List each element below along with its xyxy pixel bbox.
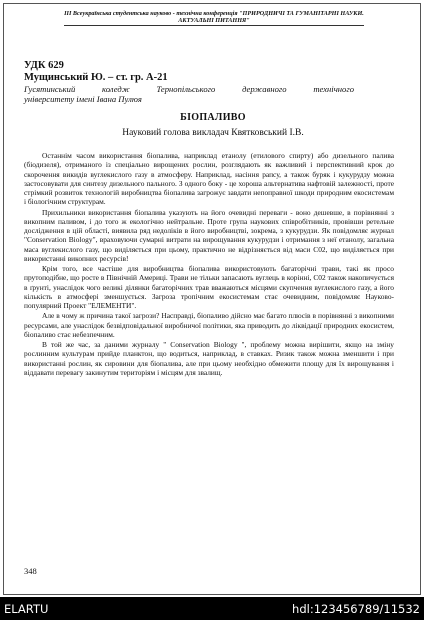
udk-code: УДК 629 [24, 60, 64, 71]
repository-footer [0, 597, 424, 620]
handle-identifier[interactable]: hdl:123456789/11532 [292, 601, 420, 616]
affiliation [24, 84, 354, 104]
body-paragraph: Прихильники використання біопалива указують на його очевидні переваги - воно дешевше, в порівнянні з викопним паливом, і до того ж екологічно нейтральне. Проте група наукових співробітників, провівши ретельне дослідження в цій області, виявила ряд недоліків в його виробництві, зокрема, з кукурудзи. Як повідомляє журнал "Conservation Biology", враховуючи сумарні витрати на вирощування кукурудзи і отримання з неї етанолу, загальна маса вуглекислого газу, що виділяється при цьому, практично не відрізняється від маси С02, що виділяється при використанні викопних ресурсів! [24, 207, 394, 264]
article-title: БІОПАЛИВО [180, 112, 246, 123]
body-paragraph: Останнім часом використання біопалива, наприклад етанолу (етилового спирту) або дизельного палива (біодизеля), отриманого із спеціально вирощених рослин, розглядають як важливий і перспективний крок до скорочення викидів вуглекислого газу в атмосферу. Наприклад, насіння рапсу, а також буряк і кукурудзу можна застосовувати для синтезу дизельного пального. З одного боку - це хороша альтернатива нафтовій залежності, проте стрімкий розвиток технологій виробництва біопалива загрожує завдати непоправної шкоди природним екосистемам і біологічним структурам. [24, 151, 394, 207]
body-paragraph: Але в чому ж причина такої загрози? Насправді, біопаливо дійсно має багато плюсів в порівнянні з викопними ресурсами, але унаслідок безвідповідальної виробничої політики, яка приводить до ліквідації природних екосистем, біопаливо стає небезпечним. [24, 311, 394, 340]
body-paragraph: Крім того, все частіше для виробництва біопалива використовують багаторічні трави, такі як просо прутоподібне, що росте в Північній Америці. Трави не тільки запасають вуглець в корінні, С02 також накопичується в ґрунті, унаслідок чого великі ділянки багаторічних трав вважаються місцями скупчення вуглекислого газу, а його кількість в атмосфері зменшується. Загроза тропічним екосистемам стає очевидним, повідомляє Науково-популярний Проект "ЕЛЕМЕНТИ". [24, 264, 394, 311]
page-number: 348 [24, 566, 37, 576]
affiliation-line: університету імені Івана Пулюя [24, 94, 142, 104]
repository-name[interactable]: ELARTU [4, 601, 49, 616]
article-body [24, 151, 394, 378]
body-paragraph: В той же час, за даними журналу " Conservation Biology ", проблему можна вирішити, якщо на зміну рослинним культурам прийде планктон, що водиться, наприклад, в ставках. Ризик також можна зменшити і при використанні рослин, як сировини для біопалива, але при цьому необхідно обмежити площу для їх вирощування і віддавати перевагу закинутим територіям і місцям для звалищ. [24, 340, 394, 378]
affiliation-line: Гусятинський коледж Тернопільського державного технічного [24, 84, 354, 94]
conference-header: III Всеукраїнська студентська науково - технічна конференція "ПРИРОДНИЧІ ТА ГУМАНІТАРНІ НАУКИ. АКТУАЛЬНІ ПИТАННЯ" [64, 10, 364, 24]
document-page [3, 3, 421, 595]
author-line: Мущинський Ю. – ст. гр. А-21 [24, 72, 168, 83]
supervisor-line: Науковий голова викладач Квятковський І.В. [122, 128, 304, 138]
